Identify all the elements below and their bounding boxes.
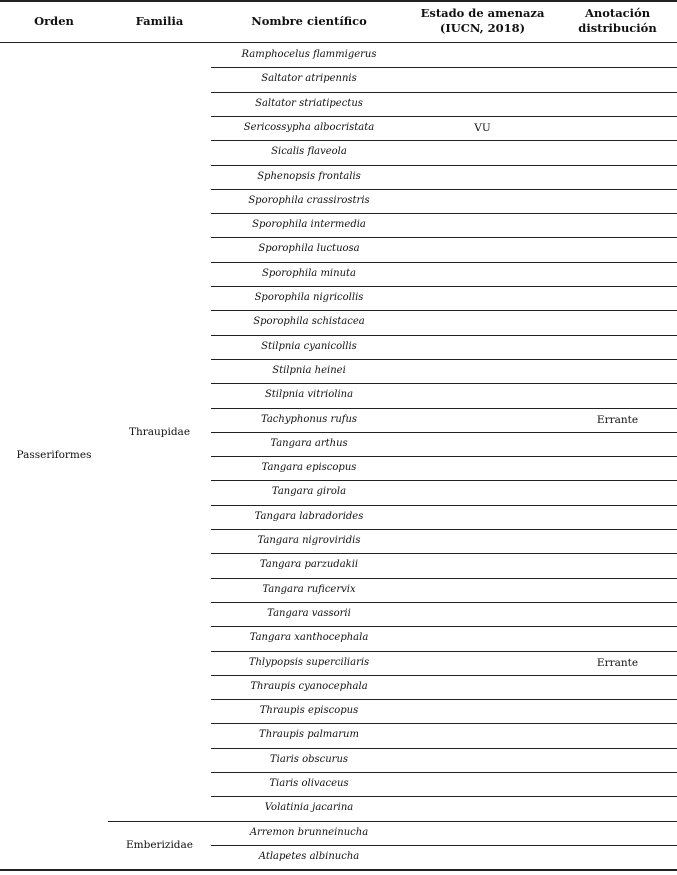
species-name: Sphenopsis frontalis xyxy=(257,170,361,182)
species-name: Thlypopsis superciliaris xyxy=(248,656,370,668)
species-name: Saltator atripennis xyxy=(261,73,357,85)
species-name: Sporophila intermedia xyxy=(252,219,366,231)
header-anotacion-distribucion: Anotación distribución xyxy=(578,6,657,35)
family-cell: Emberizidae xyxy=(125,838,194,851)
family-cell: Thraupidae xyxy=(128,425,191,438)
species-name: Sporophila luctuosa xyxy=(258,243,360,255)
species-name: Tangara arthus xyxy=(270,437,348,449)
header-orden: Orden xyxy=(34,13,74,28)
species-name: Tangara nigroviridis xyxy=(257,535,361,546)
species-name: Tiaris olivaceus xyxy=(269,778,349,789)
species-name: Tangara parzudakii xyxy=(259,559,359,571)
species-name: Stilpnia vitriolina xyxy=(264,389,354,401)
species-name: Stilpnia heinei xyxy=(272,364,346,376)
table-bottom-rule xyxy=(0,869,677,871)
species-name: Tachyphonus rufus xyxy=(260,413,358,425)
species-name: Tangara vassorii xyxy=(267,607,351,619)
species-name: Sicalis flaveola xyxy=(271,146,347,158)
species-name: Saltator striatipectus xyxy=(255,97,363,109)
species-name: Sericossypha albocristata xyxy=(243,121,375,133)
distribution-note: Errante xyxy=(596,413,639,426)
orden-cell: Passeriformes xyxy=(16,449,92,461)
species-name: Stilpnia cyanicollis xyxy=(261,340,357,352)
header-estado-amenaza: Estado de amenaza (IUCN, 2018) xyxy=(420,6,545,35)
header-familia: Familia xyxy=(135,13,184,28)
species-name: Tangara ruficervix xyxy=(262,583,356,595)
threat-status: VU xyxy=(474,121,491,134)
species-name: Sporophila crassirostris xyxy=(248,194,370,206)
species-name: Arremon brunneinucha xyxy=(249,826,369,838)
species-name: Atlapetes albinucha xyxy=(258,850,360,862)
species-name: Tangara girola xyxy=(271,486,347,498)
species-name: Tangara xanthocephala xyxy=(249,632,369,644)
species-name: Tangara labradorides xyxy=(254,510,364,522)
species-name: Sporophila schistacea xyxy=(253,316,365,328)
species-name: Tangara episcopus xyxy=(261,462,357,474)
species-name: Thraupis palmarum xyxy=(259,729,359,741)
species-name: Tiaris obscurus xyxy=(269,753,349,765)
header-nombre-cientifico: Nombre científico xyxy=(251,13,367,28)
distribution-note: Errante xyxy=(596,656,639,669)
species-name: Ramphocelus flammigerus xyxy=(241,49,377,60)
species-name: Thraupis episcopus xyxy=(259,705,359,717)
species-name: Thraupis cyanocephala xyxy=(250,680,368,692)
species-name: Volatinia jacarina xyxy=(264,802,354,814)
species-name: Sporophila minuta xyxy=(262,267,356,279)
species-name: Sporophila nigricollis xyxy=(254,292,364,303)
